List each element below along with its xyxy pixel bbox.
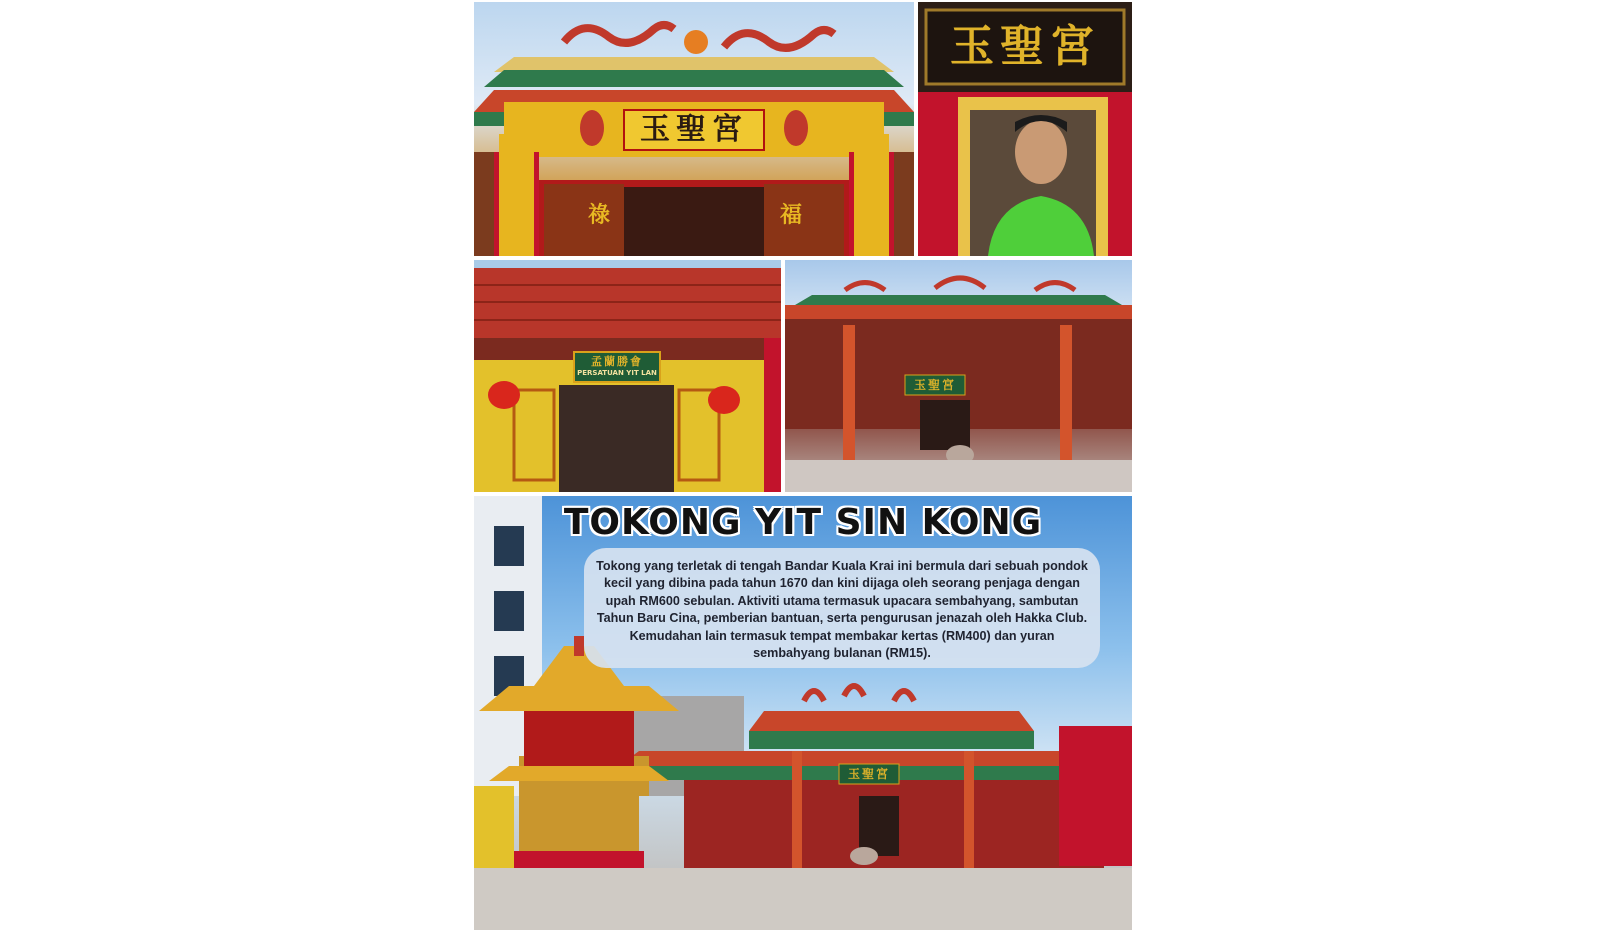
hero-photo [474, 496, 1132, 930]
association-building-photo [474, 260, 781, 492]
door-character-left: 祿 [588, 202, 617, 228]
door-character-right: 福 [780, 202, 809, 228]
description-text: Tokong yang terletak di tengah Bandar Kuala Krai ini bermula dari sebuah pondok kecil yang dibina pada tahun 1670 dan kini dijaga oleh seorang penjaga dengan upah RM600 sebulan. Aktiviti utama termasuk upacara sembahyang, sambutan Tahun Baru Cina, pemberian bantuan, serta pengurusan jenazah oleh Hakka Club. Kemudahan lain termasuk tempat membakar kertas (RM400) dan yuran sembahyang bulanan (RM15). [596, 559, 1088, 661]
photo-collage [474, 2, 1132, 930]
temple-front-photo [785, 260, 1132, 492]
association-plaque-name: PERSATUAN YIT LAN [577, 369, 657, 377]
hero-temple-plaque: 玉聖宮 [847, 767, 890, 781]
temple-name-plaque: 玉聖宮 [640, 112, 748, 147]
temple-front-plaque: 玉聖宮 [913, 378, 956, 392]
poster-title: TOKONG YIT SIN KONG [563, 502, 1043, 543]
temple-name-plaque-closeup: 玉聖宮 [950, 21, 1100, 72]
temple-gate-photo [474, 2, 914, 256]
description-box [584, 548, 1100, 668]
association-plaque-cn: 孟蘭勝會 [591, 355, 643, 368]
caretaker-photo [918, 2, 1132, 256]
